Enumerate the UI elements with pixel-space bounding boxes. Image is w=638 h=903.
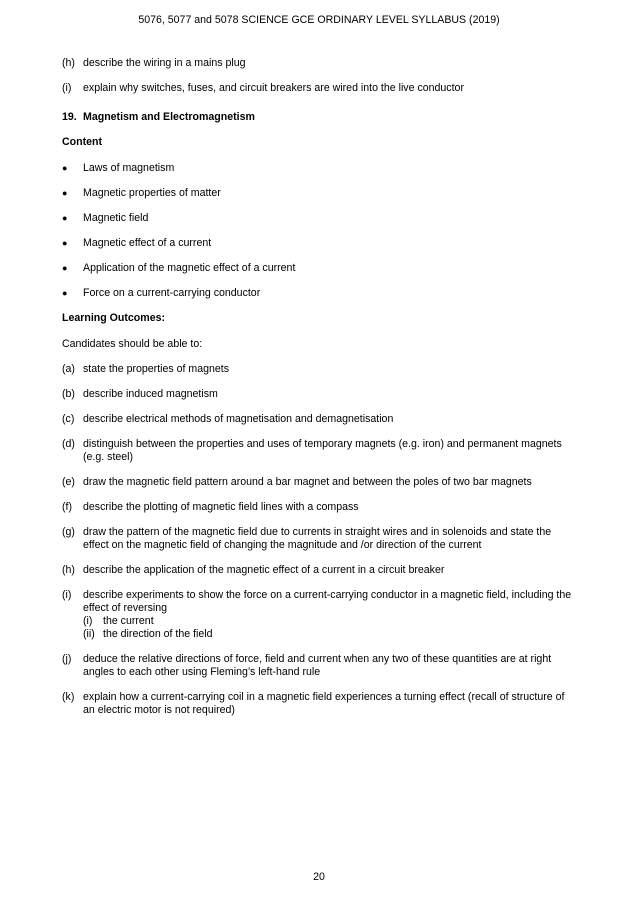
outcome-item xyxy=(62,526,574,552)
outcomes-list xyxy=(62,363,574,717)
outcome-item xyxy=(62,501,574,514)
item-text: distinguish between the properties and uses of temporary magnets (e.g. iron) and permanent magnets (e.g. steel) xyxy=(83,438,562,463)
page-number: 20 xyxy=(313,871,325,883)
outcome-item xyxy=(62,413,574,426)
outcome-item xyxy=(62,476,574,489)
outcome-item xyxy=(62,438,574,464)
outcomes-heading: Learning Outcomes: xyxy=(62,312,166,324)
outcome-item xyxy=(62,57,574,70)
content-item xyxy=(62,162,574,175)
sub-item-label: (ii) xyxy=(83,628,95,640)
sub-item-text: the current xyxy=(103,615,154,627)
outcome-item xyxy=(62,691,574,717)
item-text: describe experiments to show the force on a current-carrying conductor in a magnetic field, including the effect of reversing xyxy=(83,589,572,614)
outcome-item xyxy=(62,388,574,401)
item-label: (k) xyxy=(62,691,75,703)
page-header: 5076, 5077 and 5078 SCIENCE GCE ORDINARY LEVEL SYLLABUS (2019) xyxy=(138,14,500,26)
bullet-icon: ● xyxy=(62,163,68,173)
item-text: draw the magnetic field pattern around a bar magnet and between the poles of two bar magnets xyxy=(83,476,532,488)
item-label: (h) xyxy=(62,57,75,69)
content-item-text: Force on a current-carrying conductor xyxy=(83,287,261,299)
item-label: (f) xyxy=(62,501,72,513)
outcomes-intro: Candidates should be able to: xyxy=(62,338,203,350)
item-label: (i) xyxy=(62,589,72,601)
sub-item xyxy=(83,615,574,628)
bullet-icon: ● xyxy=(62,263,68,273)
content-item-text: Application of the magnetic effect of a current xyxy=(83,262,296,274)
outcome-item xyxy=(62,653,574,679)
item-text: state the properties of magnets xyxy=(83,363,230,375)
content-item-text: Laws of magnetism xyxy=(83,162,175,174)
item-label: (g) xyxy=(62,526,75,538)
item-label: (j) xyxy=(62,653,72,665)
page-content xyxy=(62,57,574,729)
sub-item-label: (i) xyxy=(83,615,93,627)
section-title xyxy=(62,111,574,124)
content-item xyxy=(62,237,574,250)
outcome-item xyxy=(62,564,574,577)
section-title-text: Magnetism and Electromagnetism xyxy=(83,111,255,123)
content-item xyxy=(62,262,574,275)
content-list xyxy=(62,162,574,300)
outcome-item xyxy=(62,589,574,641)
content-item-text: Magnetic field xyxy=(83,212,149,224)
section-number: 19. xyxy=(62,111,77,123)
item-text: draw the pattern of the magnetic field due to currents in straight wires and in solenoids and state the effect on the magnetic field of changing the magnitude and /or direction of the current xyxy=(83,526,552,551)
item-text: describe the application of the magnetic effect of a current in a circuit breaker xyxy=(83,564,445,576)
item-label: (b) xyxy=(62,388,75,400)
content-item-text: Magnetic effect of a current xyxy=(83,237,212,249)
bullet-icon: ● xyxy=(62,213,68,223)
item-text: describe the plotting of magnetic field lines with a compass xyxy=(83,501,359,513)
content-item xyxy=(62,212,574,225)
item-text: deduce the relative directions of force, field and current when any two of these quantities are at right angles to each other using Fleming’s left-hand rule xyxy=(83,653,552,678)
outcome-item xyxy=(62,363,574,376)
bullet-icon: ● xyxy=(62,238,68,248)
item-label: (a) xyxy=(62,363,75,375)
item-text: describe electrical methods of magnetisation and demagnetisation xyxy=(83,413,394,425)
item-text: describe the wiring in a mains plug xyxy=(83,57,246,69)
item-label: (d) xyxy=(62,438,75,450)
item-text-block xyxy=(83,589,574,641)
bullet-icon: ● xyxy=(62,188,68,198)
bullet-icon: ● xyxy=(62,288,68,298)
item-label: (c) xyxy=(62,413,75,425)
sub-item xyxy=(83,628,574,641)
item-label: (e) xyxy=(62,476,75,488)
item-label: (h) xyxy=(62,564,75,576)
previous-outcomes xyxy=(62,57,574,95)
item-text: describe induced magnetism xyxy=(83,388,218,400)
sub-item-text: the direction of the field xyxy=(103,628,213,640)
content-heading: Content xyxy=(62,136,103,148)
item-label: (i) xyxy=(62,82,72,94)
content-item-text: Magnetic properties of matter xyxy=(83,187,221,199)
content-item xyxy=(62,187,574,200)
outcome-item xyxy=(62,82,574,95)
item-text: explain why switches, fuses, and circuit breakers are wired into the live conductor xyxy=(83,82,464,94)
content-item xyxy=(62,287,574,300)
item-text: explain how a current-carrying coil in a magnetic field experiences a turning effect (recall of structure of an electric motor is not required) xyxy=(83,691,565,716)
